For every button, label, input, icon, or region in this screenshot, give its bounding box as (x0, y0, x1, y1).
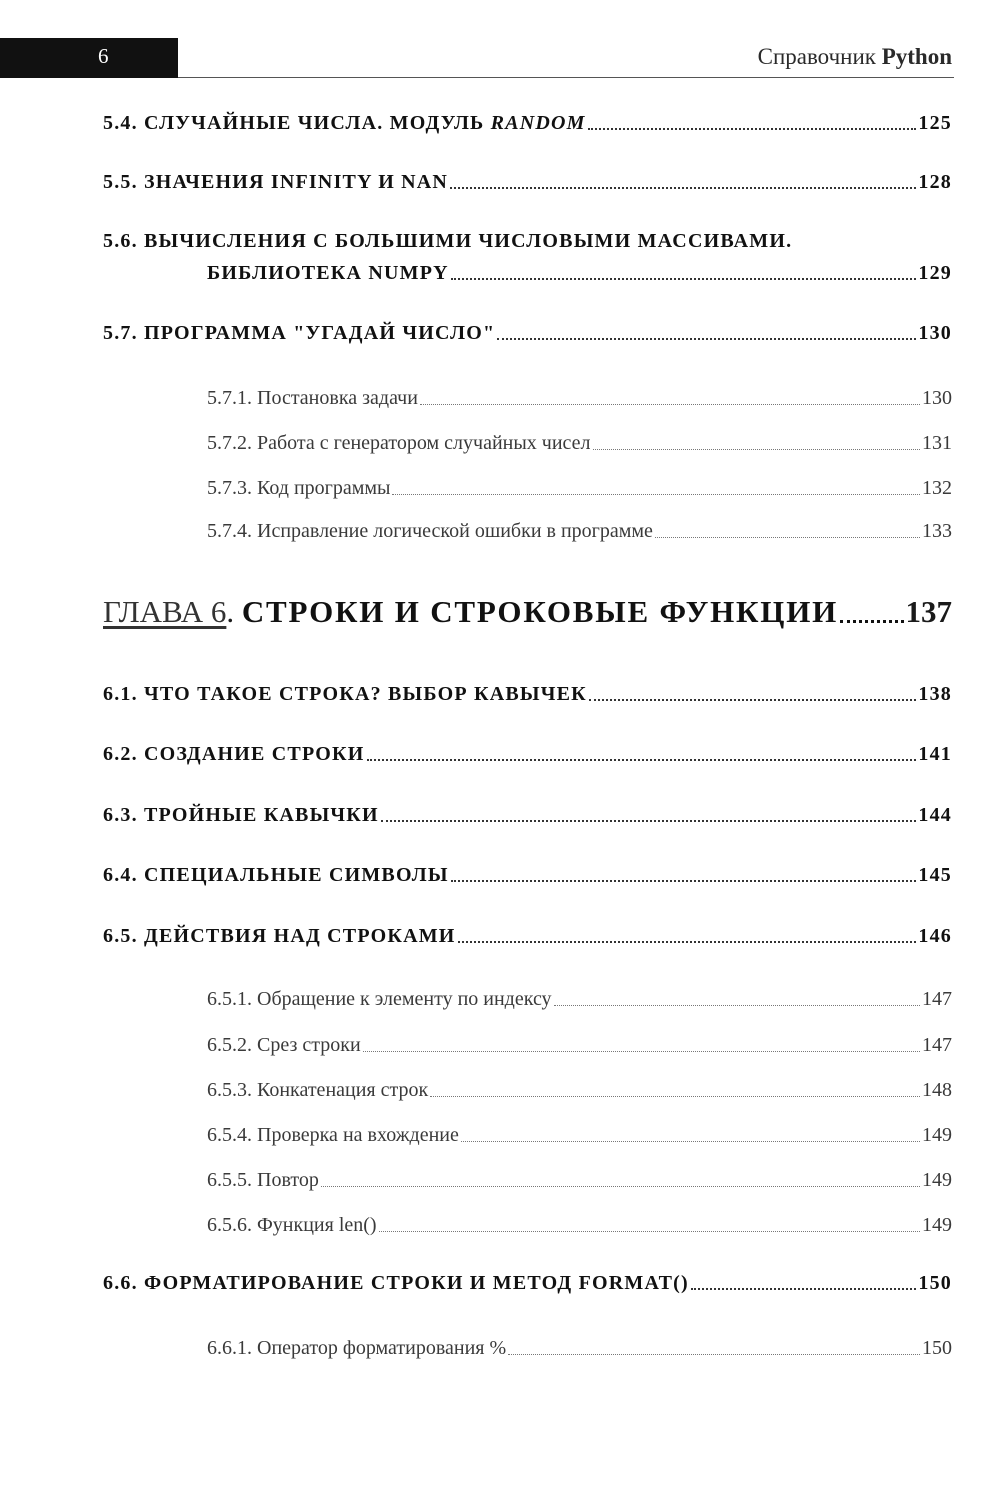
toc-entry-title: 6.5.5. Повтор (207, 1169, 319, 1191)
toc-entry-title: 5.7. ПРОГРАММА "УГАДАЙ ЧИСЛО" (103, 322, 496, 344)
toc-page-number: 141 (918, 743, 952, 765)
toc-page-number: 125 (918, 112, 952, 134)
toc-entry-6-2[interactable] (103, 743, 952, 766)
toc-entry-6-4[interactable] (103, 864, 952, 887)
dot-leader (655, 537, 920, 538)
toc-entry-6-6-1[interactable] (207, 1337, 952, 1360)
toc-entry-5-6-line1[interactable]: 5.6. ВЫЧИСЛЕНИЯ С БОЛЬШИМИ ЧИСЛОВЫМИ МАССИВАМИ. (103, 230, 793, 252)
toc-entry-5-7-1[interactable] (207, 387, 952, 410)
toc-page-number: 147 (922, 1034, 952, 1056)
toc-page-number: 144 (918, 804, 952, 826)
toc-entry-title: 5.7.1. Постановка задачи (207, 387, 418, 409)
running-title (758, 44, 952, 70)
toc-entry-title: 6.4. СПЕЦИАЛЬНЫЕ СИМВОЛЫ (103, 864, 449, 886)
toc-page-number: 149 (922, 1169, 952, 1191)
toc-entry-title: 6.5. ДЕЙСТВИЯ НАД СТРОКАМИ (103, 925, 456, 947)
toc-entry-6-5-1[interactable] (207, 988, 952, 1011)
toc-entry-title: 6.5.6. Функция len() (207, 1214, 377, 1236)
running-title-prefix: Справочник (757, 44, 882, 69)
chapter-separator: . (226, 594, 242, 629)
toc-entry-6-3[interactable] (103, 804, 952, 827)
chapter-label: ГЛАВА 6 (103, 594, 227, 629)
toc-entry-5-7-4[interactable] (207, 520, 952, 543)
toc-page-number: 130 (918, 322, 952, 344)
toc-entry-title (103, 112, 586, 135)
toc-entry-title: БИБЛИОТЕКА NUMPY (207, 262, 449, 284)
toc-page-number: 149 (922, 1124, 952, 1146)
header-rule (178, 77, 954, 78)
toc-entry-6-5-2[interactable] (207, 1034, 952, 1057)
dot-leader (450, 187, 916, 189)
dot-leader (840, 620, 903, 623)
toc-page-number: 138 (918, 683, 952, 705)
dot-leader (508, 1354, 920, 1355)
dot-leader (461, 1141, 920, 1142)
toc-page-number: 150 (922, 1337, 952, 1359)
toc-entry-6-5-4[interactable] (207, 1124, 952, 1147)
toc-chapter-6[interactable] (103, 594, 952, 630)
toc-entry-title: 6.6. ФОРМАТИРОВАНИЕ СТРОКИ И МЕТОД FORMAT() (103, 1272, 689, 1294)
running-title-bold: Python (881, 44, 952, 69)
toc-title-prefix: 5.4. СЛУЧАЙНЫЕ ЧИСЛА. МОДУЛЬ (103, 112, 491, 134)
dot-leader (451, 880, 917, 882)
toc-entry-5-7-3[interactable] (207, 477, 952, 500)
dot-leader (420, 404, 920, 405)
toc-entry-title: 6.3. ТРОЙНЫЕ КАВЫЧКИ (103, 804, 379, 826)
toc-entry-title: 5.7.3. Код программы (207, 477, 391, 499)
dot-leader (593, 449, 920, 450)
dot-leader (588, 128, 917, 130)
toc-entry-6-1[interactable] (103, 683, 952, 706)
toc-entry-title: 6.5.1. Обращение к элементу по индексу (207, 988, 552, 1010)
toc-entry-5-6[interactable] (207, 262, 952, 285)
dot-leader (458, 941, 917, 943)
toc-entry-title: 6.5.2. Срез строки (207, 1034, 361, 1056)
toc-page-number: 128 (918, 171, 952, 193)
toc-page-number: 148 (922, 1079, 952, 1101)
toc-page-number: 133 (922, 520, 952, 542)
dot-leader (363, 1051, 920, 1052)
toc-page-number: 147 (922, 988, 952, 1010)
toc-entry-6-5[interactable] (103, 925, 952, 948)
chapter-title: СТРОКИ И СТРОКОВЫЕ ФУНКЦИИ (241, 594, 839, 629)
header-bar (0, 38, 178, 78)
toc-page-number: 129 (918, 262, 952, 284)
toc-page-number: 131 (922, 432, 952, 454)
toc-entry-6-5-3[interactable] (207, 1079, 952, 1102)
dot-leader (381, 820, 917, 822)
dot-leader (367, 759, 917, 761)
dot-leader (451, 278, 917, 280)
toc-entry-6-6[interactable] (103, 1272, 952, 1295)
toc-page-number: 130 (922, 387, 952, 409)
toc-entry-5-4[interactable] (103, 112, 952, 135)
dot-leader (691, 1288, 917, 1290)
dot-leader (321, 1186, 920, 1187)
toc-entry-6-5-6[interactable] (207, 1214, 952, 1237)
toc-entry-title: 5.7.4. Исправление логической ошибки в программе (207, 520, 653, 542)
toc-entry-title: 5.5. ЗНАЧЕНИЯ INFINITY И NAN (103, 171, 449, 193)
toc-entry-title: 6.5.4. Проверка на вхождение (207, 1124, 459, 1146)
toc-entry-title: 5.7.2. Работа с генератором случайных чисел (207, 432, 591, 454)
page-number: 6 (98, 44, 109, 68)
toc-entry-title: 6.1. ЧТО ТАКОЕ СТРОКА? ВЫБОР КАВЫЧЕК (103, 683, 587, 705)
dot-leader (392, 494, 920, 495)
dot-leader (379, 1231, 920, 1232)
toc-page-number: 146 (918, 925, 952, 947)
toc-entry-6-5-5[interactable] (207, 1169, 952, 1192)
toc-page-number: 150 (918, 1272, 952, 1294)
chapter-heading (103, 594, 838, 630)
toc-entry-title: 6.6.1. Оператор форматирования % (207, 1337, 507, 1359)
toc-page-number: 132 (922, 477, 952, 499)
toc-entry-5-5[interactable] (103, 171, 952, 194)
toc-entry-5-7-2[interactable] (207, 432, 952, 455)
toc-entry-title: 6.5.3. Конкатенация строк (207, 1079, 429, 1101)
toc-entry-5-7[interactable] (103, 322, 952, 345)
toc-page-number: 149 (922, 1214, 952, 1236)
toc-page-number: 137 (905, 594, 952, 629)
toc-entry-title: 6.2. СОЗДАНИЕ СТРОКИ (103, 743, 365, 765)
toc-title-italic: RANDOM (490, 112, 586, 134)
dot-leader (554, 1005, 920, 1006)
toc-page-number: 145 (918, 864, 952, 886)
dot-leader (430, 1096, 920, 1097)
dot-leader (589, 699, 917, 701)
dot-leader (497, 338, 916, 340)
